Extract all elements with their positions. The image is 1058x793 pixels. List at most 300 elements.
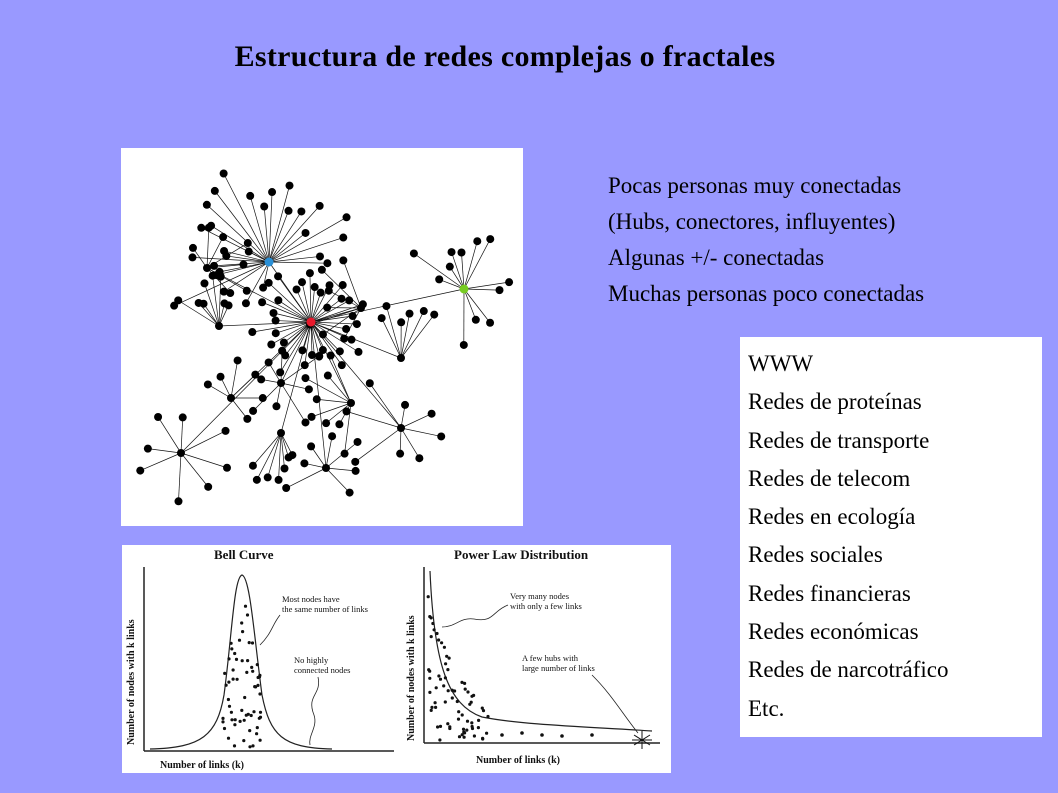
bell-note-2-arrow bbox=[310, 677, 319, 745]
bell-node-dot bbox=[245, 714, 248, 717]
network-node bbox=[308, 413, 316, 421]
power-note-2-line-1: A few hubs with bbox=[522, 653, 578, 663]
network-node bbox=[280, 339, 288, 347]
network-edge bbox=[464, 239, 490, 289]
network-node bbox=[354, 438, 362, 446]
network-node bbox=[268, 188, 276, 196]
network-node bbox=[154, 413, 162, 421]
power-node-dot bbox=[440, 641, 443, 644]
network-node bbox=[351, 458, 359, 466]
power-node-dot bbox=[560, 734, 564, 738]
network-node bbox=[382, 302, 390, 310]
network-edge bbox=[181, 417, 183, 453]
network-node bbox=[300, 459, 308, 467]
bell-node-dot bbox=[251, 744, 254, 747]
power-node-dot bbox=[430, 616, 433, 619]
network-node bbox=[313, 395, 321, 403]
bell-node-dot bbox=[230, 718, 233, 721]
network-node bbox=[246, 192, 254, 200]
bell-note-2-line-1: No highly bbox=[294, 655, 329, 665]
bell-node-dot bbox=[233, 744, 236, 747]
network-edge bbox=[269, 262, 327, 263]
network-node bbox=[204, 483, 212, 491]
power-node-dot bbox=[428, 677, 431, 680]
bell-node-dot bbox=[248, 641, 251, 644]
network-node bbox=[355, 348, 363, 356]
network-node bbox=[472, 316, 480, 324]
network-node bbox=[259, 394, 267, 402]
network-node bbox=[420, 307, 428, 315]
bell-node-dot bbox=[223, 672, 226, 675]
network-node bbox=[298, 278, 306, 286]
power-node-dot bbox=[433, 628, 436, 631]
slide-title: Estructura de redes complejas o fractales bbox=[234, 40, 776, 73]
network-node bbox=[136, 467, 144, 475]
list-item: Redes económicas bbox=[748, 619, 919, 645]
network-edge bbox=[181, 453, 227, 468]
network-edge bbox=[401, 414, 432, 428]
bell-node-dot bbox=[248, 729, 251, 732]
bell-node-dot bbox=[236, 678, 239, 681]
network-node bbox=[267, 340, 275, 348]
network-node bbox=[275, 476, 283, 484]
network-edge bbox=[464, 241, 477, 289]
network-node bbox=[460, 341, 468, 349]
power-node-dot bbox=[447, 689, 450, 692]
list-item: Redes financieras bbox=[748, 580, 911, 606]
network-node bbox=[174, 497, 182, 505]
network-node bbox=[306, 269, 314, 277]
network-node bbox=[406, 310, 414, 318]
network-node bbox=[347, 399, 355, 407]
power-node-dot bbox=[463, 682, 466, 685]
network-node bbox=[342, 325, 350, 333]
bell-node-dot bbox=[232, 668, 235, 671]
network-node bbox=[272, 402, 280, 410]
bell-curve-title: Bell Curve bbox=[214, 547, 274, 562]
network-edge bbox=[346, 411, 401, 428]
network-node bbox=[215, 322, 223, 330]
network-node bbox=[286, 182, 294, 190]
bell-node-dot bbox=[250, 714, 253, 717]
network-node bbox=[446, 263, 454, 271]
bell-node-dot bbox=[221, 720, 224, 723]
bell-node-dot bbox=[230, 642, 233, 645]
network-node bbox=[323, 304, 331, 312]
network-node bbox=[339, 234, 347, 242]
network-node bbox=[378, 314, 386, 322]
bell-node-dot bbox=[259, 711, 262, 714]
network-node bbox=[336, 347, 344, 355]
power-node-dot bbox=[444, 676, 447, 679]
network-node bbox=[437, 432, 445, 440]
network-node bbox=[430, 311, 438, 319]
bell-node-dot bbox=[228, 705, 231, 708]
list-item: Redes de transporte bbox=[748, 427, 930, 453]
bell-node-dot bbox=[243, 719, 246, 722]
network-node bbox=[277, 379, 285, 387]
network-node bbox=[357, 304, 365, 312]
network-node bbox=[281, 465, 289, 473]
power-node-dot bbox=[458, 735, 461, 738]
network-node bbox=[301, 418, 309, 426]
network-node bbox=[220, 247, 228, 255]
central-hub-node bbox=[307, 318, 316, 327]
network-node bbox=[325, 287, 333, 295]
network-node bbox=[338, 361, 346, 369]
network-node bbox=[319, 330, 327, 338]
network-edge bbox=[140, 453, 181, 471]
description-line: (Hubs, conectores, influyentes) bbox=[608, 209, 896, 234]
network-edge bbox=[181, 322, 311, 453]
network-node bbox=[297, 207, 305, 215]
bell-node-dot bbox=[251, 670, 254, 673]
network-node bbox=[200, 279, 208, 287]
power-node-dot bbox=[451, 696, 454, 699]
network-node bbox=[272, 317, 280, 325]
network-node bbox=[204, 380, 212, 388]
power-node-dot bbox=[472, 694, 475, 697]
power-node-dot bbox=[520, 731, 524, 735]
bell-node-dot bbox=[258, 692, 261, 695]
network-node bbox=[397, 318, 405, 326]
network-node bbox=[277, 429, 285, 437]
network-node bbox=[353, 320, 361, 328]
bell-x-label: Number of links (k) bbox=[160, 760, 244, 771]
power-node-dot bbox=[428, 691, 431, 694]
network-node bbox=[272, 329, 280, 337]
network-node bbox=[222, 427, 230, 435]
network-node bbox=[276, 368, 284, 376]
power-x-label: Number of links (k) bbox=[476, 755, 560, 766]
network-edge bbox=[158, 417, 181, 453]
bell-node-dot bbox=[245, 671, 248, 674]
network-node bbox=[258, 298, 266, 306]
network-edge bbox=[401, 311, 424, 358]
power-node-dot bbox=[485, 732, 488, 735]
bell-node-dot bbox=[259, 716, 262, 719]
power-node-dot bbox=[466, 690, 469, 693]
network-edge bbox=[326, 436, 332, 468]
bell-node-dot bbox=[256, 663, 259, 666]
network-node bbox=[305, 385, 313, 393]
power-node-dot bbox=[465, 729, 468, 732]
power-note-1-line-1: Very many nodes bbox=[510, 591, 570, 601]
bell-node-dot bbox=[250, 666, 253, 669]
description-text bbox=[608, 168, 924, 312]
network-edge bbox=[192, 257, 269, 262]
network-node bbox=[179, 413, 187, 421]
network-node bbox=[207, 222, 215, 230]
network-node bbox=[298, 346, 306, 354]
bell-node-dot bbox=[246, 613, 249, 616]
network-node bbox=[144, 445, 152, 453]
network-examples-list bbox=[740, 337, 1042, 737]
list-item: Redes de telecom bbox=[748, 465, 911, 491]
network-node bbox=[496, 286, 504, 294]
network-node bbox=[170, 302, 178, 310]
network-node bbox=[410, 249, 418, 257]
distribution-comparison-image bbox=[122, 545, 671, 773]
network-edge bbox=[178, 453, 181, 501]
network-node bbox=[200, 300, 208, 308]
power-node-dot bbox=[448, 727, 451, 730]
network-node bbox=[282, 484, 290, 492]
network-node bbox=[189, 244, 197, 252]
network-node bbox=[342, 407, 350, 415]
left-hub-node bbox=[265, 258, 274, 267]
network-node bbox=[302, 229, 310, 237]
power-node-dot bbox=[437, 674, 440, 677]
power-node-dot bbox=[439, 678, 442, 681]
power-note-2-arrow bbox=[592, 675, 638, 733]
network-node bbox=[317, 289, 325, 297]
power-node-dot bbox=[462, 728, 465, 731]
bell-node-dot bbox=[221, 717, 224, 720]
network-node bbox=[323, 259, 331, 267]
network-node bbox=[244, 239, 252, 247]
power-note-1-arrow bbox=[442, 605, 508, 627]
bell-node-dot bbox=[241, 630, 244, 633]
power-node-dot bbox=[442, 684, 445, 687]
power-node-dot bbox=[430, 709, 433, 712]
network-node bbox=[397, 354, 405, 362]
bell-node-dot bbox=[235, 658, 238, 661]
bell-node-dot bbox=[257, 676, 260, 679]
power-node-dot bbox=[434, 701, 437, 704]
network-node bbox=[220, 169, 228, 177]
network-edge bbox=[401, 428, 441, 436]
description-line: Algunas +/- conectadas bbox=[608, 245, 825, 270]
network-edge bbox=[207, 228, 209, 268]
network-node bbox=[243, 287, 251, 295]
bell-node-dot bbox=[232, 678, 235, 681]
network-node bbox=[225, 301, 233, 309]
power-node-dot bbox=[446, 722, 449, 725]
power-node-dot bbox=[500, 733, 504, 737]
network-node bbox=[264, 473, 272, 481]
network-node bbox=[203, 201, 211, 209]
list-item: Redes en ecología bbox=[748, 504, 916, 530]
bell-note-1-line-1: Most nodes have bbox=[282, 594, 340, 604]
power-node-dot bbox=[439, 725, 442, 728]
network-node bbox=[226, 289, 234, 297]
network-edge bbox=[207, 205, 269, 262]
network-node bbox=[428, 410, 436, 418]
bell-y-label: Number of nodes with k links bbox=[126, 619, 137, 745]
network-edge bbox=[326, 468, 350, 493]
network-node bbox=[352, 467, 360, 475]
network-edge bbox=[281, 383, 309, 389]
power-node-dot bbox=[477, 726, 480, 729]
bell-node-dot bbox=[243, 696, 246, 699]
bell-node-dot bbox=[259, 739, 262, 742]
list-item: Redes sociales bbox=[748, 542, 883, 568]
network-node bbox=[211, 187, 219, 195]
network-node bbox=[435, 275, 443, 283]
bell-node-dot bbox=[227, 698, 230, 701]
power-node-dot bbox=[471, 725, 474, 728]
bell-node-dot bbox=[230, 711, 233, 714]
network-node bbox=[341, 450, 349, 458]
network-node bbox=[316, 202, 324, 210]
network-node bbox=[505, 278, 513, 286]
network-edge bbox=[269, 217, 347, 262]
power-node-dot bbox=[435, 632, 438, 635]
network-node bbox=[316, 252, 324, 260]
network-node bbox=[346, 489, 354, 497]
network-edge bbox=[219, 322, 311, 326]
network-node bbox=[335, 420, 343, 428]
network-node bbox=[338, 295, 346, 303]
bell-node-dot bbox=[252, 710, 255, 713]
bell-note-2-line-2: connected nodes bbox=[294, 665, 351, 675]
network-graph-image bbox=[121, 148, 523, 526]
network-node bbox=[311, 283, 319, 291]
network-node bbox=[301, 374, 309, 382]
power-node-dot bbox=[477, 719, 480, 722]
bell-node-dot bbox=[242, 739, 245, 742]
bell-node-dot bbox=[251, 641, 254, 644]
network-node bbox=[348, 336, 356, 344]
network-node bbox=[197, 224, 205, 232]
bell-note-1-arrow bbox=[260, 615, 280, 645]
list-item: Etc. bbox=[748, 695, 785, 721]
power-node-dot bbox=[444, 662, 447, 665]
network-edge bbox=[464, 289, 500, 290]
network-node bbox=[274, 272, 282, 280]
network-node bbox=[177, 449, 185, 457]
bell-node-dot bbox=[238, 639, 241, 642]
network-node bbox=[242, 299, 250, 307]
network-node bbox=[318, 266, 326, 274]
network-node bbox=[343, 213, 351, 221]
network-edge bbox=[181, 453, 208, 487]
bell-node-dot bbox=[227, 681, 230, 684]
power-node-dot bbox=[453, 689, 456, 692]
bell-node-dot bbox=[230, 647, 233, 650]
network-node bbox=[328, 432, 336, 440]
power-node-dot bbox=[481, 707, 484, 710]
power-node-dot bbox=[466, 720, 469, 723]
power-node-dot bbox=[486, 715, 489, 718]
network-node bbox=[401, 401, 409, 409]
network-edge bbox=[355, 428, 401, 462]
network-node bbox=[219, 233, 227, 241]
power-node-dot bbox=[436, 725, 439, 728]
network-node bbox=[322, 419, 330, 427]
power-node-dot bbox=[443, 646, 446, 649]
power-node-dot bbox=[468, 703, 471, 706]
network-node bbox=[259, 284, 267, 292]
network-node bbox=[248, 328, 256, 336]
hub-star-icon bbox=[632, 731, 652, 749]
network-node bbox=[249, 407, 257, 415]
network-node bbox=[486, 319, 494, 327]
network-node bbox=[260, 203, 268, 211]
network-node bbox=[285, 453, 293, 461]
power-node-dot bbox=[470, 721, 473, 724]
network-node bbox=[253, 476, 261, 484]
network-edge bbox=[370, 383, 401, 428]
network-edge bbox=[181, 431, 226, 453]
power-node-dot bbox=[435, 686, 438, 689]
list-item: WWW bbox=[748, 351, 814, 376]
bell-node-dot bbox=[227, 657, 230, 660]
power-node-dot bbox=[457, 718, 460, 721]
network-node bbox=[285, 207, 293, 215]
network-node bbox=[315, 352, 323, 360]
network-node bbox=[415, 454, 423, 462]
power-note-2-line-2: large number of links bbox=[522, 663, 595, 673]
network-node bbox=[223, 464, 231, 472]
power-node-dot bbox=[434, 706, 437, 709]
network-node bbox=[322, 464, 330, 472]
bell-node-dot bbox=[248, 745, 251, 748]
network-node bbox=[457, 248, 465, 256]
network-node bbox=[293, 286, 301, 294]
network-edge bbox=[326, 468, 356, 471]
power-node-dot bbox=[427, 595, 430, 598]
power-node-dot bbox=[456, 700, 459, 703]
bell-node-dot bbox=[246, 659, 249, 662]
network-node bbox=[243, 415, 251, 423]
network-node bbox=[234, 356, 242, 364]
bell-node-dot bbox=[225, 684, 228, 687]
power-y-label: Number of nodes with k links bbox=[406, 615, 417, 741]
bell-node-dot bbox=[234, 718, 237, 721]
network-node bbox=[227, 394, 235, 402]
power-node-dot bbox=[463, 731, 466, 734]
network-node bbox=[397, 424, 405, 432]
power-node-dot bbox=[438, 738, 441, 741]
bell-node-dot bbox=[255, 732, 258, 735]
network-node bbox=[212, 271, 220, 279]
description-line: Muchas personas poco conectadas bbox=[608, 281, 925, 306]
network-node bbox=[308, 351, 316, 359]
power-node-dot bbox=[427, 668, 430, 671]
network-node bbox=[210, 262, 218, 270]
bell-node-dot bbox=[244, 605, 247, 608]
network-edge bbox=[281, 356, 319, 383]
power-node-dot bbox=[457, 710, 460, 713]
bell-node-dot bbox=[253, 685, 256, 688]
network-edge bbox=[464, 289, 476, 320]
bell-note-1-line-2: the same number of links bbox=[282, 604, 368, 614]
network-edge bbox=[401, 315, 434, 358]
network-node bbox=[239, 260, 247, 268]
network-node bbox=[339, 256, 347, 264]
power-node-dot bbox=[473, 734, 476, 737]
power-node-dot bbox=[446, 668, 449, 671]
network-graph bbox=[121, 148, 523, 526]
network-node bbox=[249, 462, 257, 470]
network-edge bbox=[317, 399, 351, 403]
power-node-dot bbox=[430, 635, 433, 638]
power-node-dot bbox=[481, 737, 484, 740]
bell-node-dot bbox=[240, 709, 243, 712]
bell-node-dot bbox=[223, 727, 226, 730]
power-node-dot bbox=[540, 733, 544, 737]
bell-node-dot bbox=[233, 723, 236, 726]
list-item: Redes de narcotráfico bbox=[748, 657, 949, 683]
bell-node-dot bbox=[256, 726, 259, 729]
power-note-1-line-2: with only a few links bbox=[510, 601, 582, 611]
bell-node-dot bbox=[227, 737, 230, 740]
network-node bbox=[349, 312, 357, 320]
power-node-dot bbox=[431, 622, 434, 625]
network-node bbox=[324, 372, 332, 380]
